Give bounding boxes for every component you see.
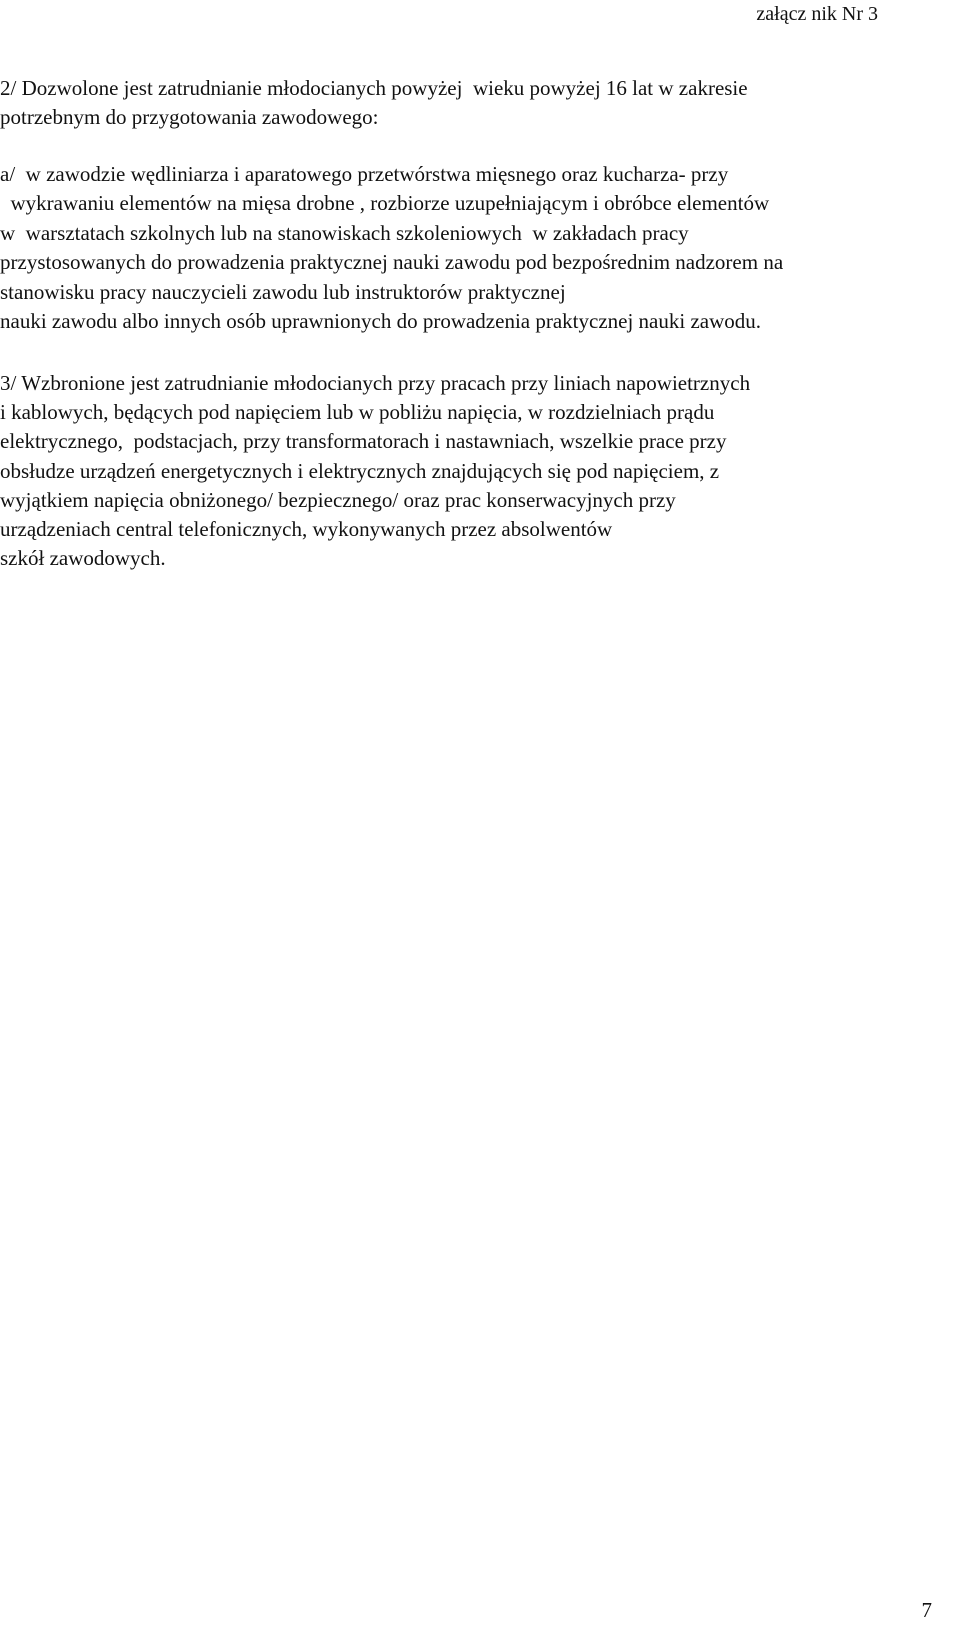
section-2-paragraph [0, 74, 960, 132]
page-number: 7 [921, 1598, 932, 1622]
paragraph-line: elektrycznego, podstacjach, przy transformatorach i nastawniach, wszelkie prace przy [0, 429, 727, 454]
paragraph-line: w warsztatach szkolnych lub na stanowiskach szkoleniowych w zakładach pracy [0, 220, 689, 245]
paragraph-line: nauki zawodu albo innych osób uprawnionych do prowadzenia praktycznej nauki zawodu. [0, 308, 762, 333]
paragraph-line: przystosowanych do prowadzenia praktycznej nauki zawodu pod bezpośrednim nadzorem na [0, 250, 784, 275]
attachment-label: załącz nik Nr 3 [756, 3, 878, 25]
paragraph-line: potrzebnym do przygotowania zawodowego: [0, 105, 379, 129]
paragraph-line: szkół zawodowych. [0, 546, 166, 571]
paragraph-line: 2/ Dozwolone jest zatrudnianie młodocianych powyżej wieku powyżej 16 lat w zakresie [0, 76, 748, 100]
section-a-paragraph [0, 160, 960, 336]
paragraph-line: i kablowych, będących pod napięciem lub w pobliżu napięcia, w rozdzielniach prądu [0, 400, 715, 425]
paragraph-line: a/ w zawodzie wędliniarza i aparatowego przetwórstwa mięsnego oraz kucharza- przy [0, 162, 729, 186]
paragraph-line: urządzeniach central telefonicznych, wykonywanych przez absolwentów [0, 516, 613, 541]
paragraph-line: obsłudze urządzeń energetycznych i elektrycznych znajdujących się pod napięciem, z [0, 458, 720, 483]
section-3-paragraph [0, 369, 960, 573]
paragraph-line: stanowisku pracy nauczycieli zawodu lub instruktorów praktycznej [0, 279, 566, 304]
paragraph-line: 3/ Wzbronione jest zatrudnianie młodocianych przy pracach przy liniach napowietrznych [0, 371, 751, 395]
paragraph-line: wykrawaniu elementów na mięsa drobne , rozbiorze uzupełniającym i obróbce elementów [0, 191, 770, 216]
paragraph-line: wyjątkiem napięcia obniżonego/ bezpiecznego/ oraz prac konserwacyjnych przy [0, 487, 676, 512]
